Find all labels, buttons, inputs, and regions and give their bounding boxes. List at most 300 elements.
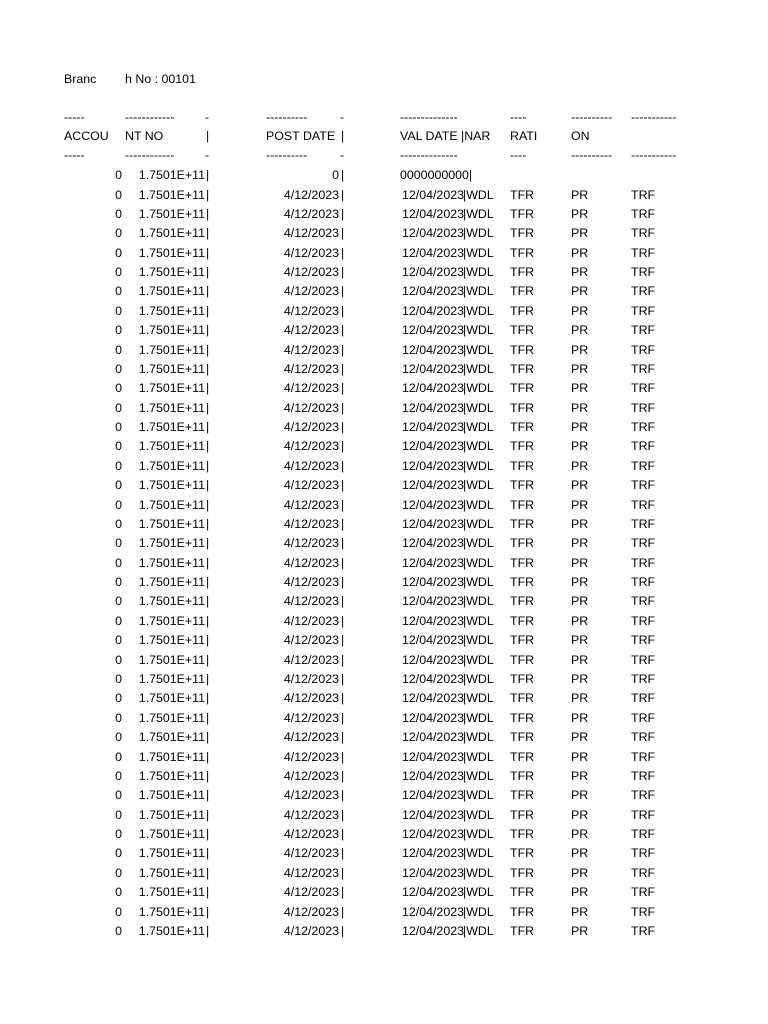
cell-separator-2: |	[341, 730, 345, 745]
cell-narration: |WDL	[463, 516, 494, 531]
cell-zero: 0	[115, 865, 122, 880]
table-row	[0, 922, 768, 941]
cell-on: PR	[571, 245, 589, 260]
cell-separator-1: |	[206, 303, 210, 318]
cell-account-number: 1.7501E+11	[138, 885, 205, 900]
cell-last: TRF	[631, 768, 656, 783]
cell-post-date: 4/12/2023	[283, 206, 339, 221]
table-row	[0, 883, 768, 902]
cell-rati: TFR	[510, 361, 535, 376]
cell-separator-1: |	[206, 633, 210, 648]
cell-account-number: 1.7501E+11	[138, 400, 205, 415]
cell-post-date: 4/12/2023	[283, 245, 339, 260]
cell-post-date: 4/12/2023	[283, 827, 339, 842]
cell-zero: 0	[115, 168, 122, 182]
cell-post-date: 4/12/2023	[283, 265, 339, 280]
cell-val-date: 12/04/2023	[401, 226, 464, 241]
cell-separator-2: |	[341, 710, 345, 725]
cell-narration: |WDL	[463, 497, 494, 512]
cell-post-date: 4/12/2023	[283, 749, 339, 764]
cell-separator-2: |	[341, 672, 345, 686]
cell-narration: |WDL	[463, 381, 494, 396]
cell-val-date: 12/04/2023	[401, 206, 464, 221]
dash-c2: -	[340, 110, 345, 124]
dash-g: -----------	[631, 148, 677, 162]
cell-on: PR	[571, 730, 589, 745]
cell-rati: TFR	[510, 536, 535, 551]
cell-rati: TFR	[510, 672, 535, 686]
cell-last: TRF	[631, 245, 656, 260]
cell-separator-2: |	[341, 226, 345, 241]
cell-narration: |WDL	[463, 885, 494, 900]
cell-account-number: 1.7501E+11	[138, 865, 205, 880]
cell-separator-2: |	[341, 361, 345, 376]
cell-narration: |WDL	[463, 768, 494, 783]
cell-narration: |WDL	[463, 555, 494, 570]
cell-zero: 0	[115, 381, 122, 396]
cell-rati: TFR	[510, 885, 535, 900]
cell-last: TRF	[631, 633, 656, 648]
cell-separator-1: |	[206, 420, 210, 435]
cell-val-date: 12/04/2023	[401, 691, 464, 706]
cell-separator-2: |	[341, 613, 345, 628]
cell-val-date: 12/04/2023	[401, 846, 464, 861]
cell-zero: 0	[115, 206, 122, 221]
cell-on: PR	[571, 613, 589, 628]
cell-narration: |WDL	[463, 652, 494, 667]
cell-separator-2: |	[341, 458, 345, 473]
cell-zero: 0	[115, 245, 122, 260]
cell-post-date: 4/12/2023	[283, 361, 339, 376]
cell-rati: TFR	[510, 555, 535, 570]
cell-narration: |WDL	[463, 439, 494, 454]
cell-post-date: 4/12/2023	[283, 458, 339, 473]
cell-rati: TFR	[510, 904, 535, 919]
cell-zero: 0	[115, 885, 122, 900]
cell-separator-1: |	[206, 323, 210, 338]
cell-zero: 0	[115, 361, 122, 376]
cell-separator-1: |	[206, 691, 210, 706]
cell-rati: TFR	[510, 923, 535, 938]
cell-account-number: 1.7501E+11	[138, 497, 205, 512]
cell-zero: 0	[115, 226, 122, 241]
cell-narration: |WDL	[463, 536, 494, 551]
cell-separator-2: |	[341, 303, 345, 318]
cell-post-date: 4/12/2023	[283, 691, 339, 706]
cell-val-date: 12/04/2023	[401, 400, 464, 415]
cell-post-date: 4/12/2023	[283, 284, 339, 299]
cell-post-date: 4/12/2023	[283, 865, 339, 880]
cell-narration: |WDL	[463, 478, 494, 493]
cell-rati: TFR	[510, 342, 535, 357]
cell-post-date: 4/12/2023	[283, 904, 339, 919]
cell-separator-1: |	[206, 613, 210, 628]
cell-separator-1: |	[206, 885, 210, 900]
cell-separator-1: |	[206, 846, 210, 861]
cell-last: TRF	[631, 652, 656, 667]
cell-val-date: 12/04/2023	[401, 749, 464, 764]
cell-separator-2: |	[341, 846, 345, 861]
cell-post-date: 4/12/2023	[283, 788, 339, 803]
cell-separator-1: |	[206, 478, 210, 493]
cell-val-date: 12/04/2023	[401, 710, 464, 725]
cell-post-date: 4/12/2023	[283, 768, 339, 783]
cell-zero: 0	[115, 807, 122, 822]
cell-account-number: 1.7501E+11	[138, 846, 205, 861]
cell-on: PR	[571, 323, 589, 338]
table-row	[0, 437, 768, 456]
cell-account-number: 1.7501E+11	[138, 730, 205, 745]
cell-separator-2: |	[341, 168, 345, 182]
cell-zero: 0	[115, 265, 122, 280]
column-separator-1: |	[206, 129, 210, 143]
cell-separator-1: |	[206, 265, 210, 280]
dash-e: ----	[510, 148, 527, 162]
cell-zero: 0	[115, 633, 122, 648]
cell-narration: |WDL	[463, 730, 494, 745]
cell-narration: |WDL	[463, 323, 494, 338]
cell-last: TRF	[631, 361, 656, 376]
cell-zero: 0	[115, 768, 122, 783]
cell-narration: |WDL	[463, 904, 494, 919]
cell-separator-2: |	[341, 381, 345, 396]
cell-last: TRF	[631, 923, 656, 938]
cell-zero: 0	[115, 788, 122, 803]
cell-on: PR	[571, 284, 589, 299]
cell-separator-2: |	[341, 691, 345, 706]
cell-separator-2: |	[341, 807, 345, 822]
cell-on: PR	[571, 187, 589, 202]
cell-rati: TFR	[510, 478, 535, 493]
cell-last: TRF	[631, 827, 656, 842]
cell-rati: TFR	[510, 827, 535, 842]
cell-val-date: 12/04/2023	[401, 478, 464, 493]
cell-on: PR	[571, 497, 589, 512]
cell-zero: 0	[115, 323, 122, 338]
cell-last: TRF	[631, 497, 656, 512]
cell-rati: TFR	[510, 206, 535, 221]
cell-post-date: 4/12/2023	[283, 400, 339, 415]
cell-narration: |WDL	[463, 265, 494, 280]
cell-rati: TFR	[510, 846, 535, 861]
cell-on: PR	[571, 478, 589, 493]
cell-separator-1: |	[206, 400, 210, 415]
cell-account-number: 1.7501E+11	[138, 904, 205, 919]
cell-zero: 0	[115, 516, 122, 531]
cell-post-date: 4/12/2023	[283, 575, 339, 590]
cell-rati: TFR	[510, 284, 535, 299]
cell-rati: TFR	[510, 439, 535, 454]
cell-separator-1: |	[206, 710, 210, 725]
cell-account-number: 1.7501E+11	[138, 168, 205, 182]
cell-separator-2: |	[341, 265, 345, 280]
cell-last: TRF	[631, 303, 656, 318]
table-row	[0, 573, 768, 592]
cell-post-date: 4/12/2023	[283, 613, 339, 628]
cell-on: PR	[571, 749, 589, 764]
cell-account-number: 1.7501E+11	[138, 575, 205, 590]
cell-separator-2: |	[341, 555, 345, 570]
cell-account-number: 1.7501E+11	[138, 613, 205, 628]
cell-rati: TFR	[510, 710, 535, 725]
cell-account-number: 1.7501E+11	[138, 381, 205, 396]
cell-val-date: 12/04/2023	[401, 381, 464, 396]
cell-narration: |WDL	[463, 865, 494, 880]
cell-separator-2: |	[341, 865, 345, 880]
cell-account-number: 1.7501E+11	[138, 672, 205, 686]
cell-on: PR	[571, 516, 589, 531]
cell-account-number: 1.7501E+11	[138, 594, 205, 609]
branch-label-part-b: h No : 00101	[125, 72, 196, 86]
cell-val-date: 12/04/2023	[401, 420, 464, 435]
cell-zero: 0	[115, 710, 122, 725]
dash-d: --------------	[400, 110, 458, 124]
cell-account-number: 1.7501E+11	[138, 187, 205, 202]
dash-c: ----------	[266, 148, 308, 162]
cell-on: PR	[571, 303, 589, 318]
cell-val-date: 12/04/2023	[401, 575, 464, 590]
cell-val-date: 12/04/2023	[401, 245, 464, 260]
cell-post-date: 4/12/2023	[283, 323, 339, 338]
cell-separator-1: |	[206, 594, 210, 609]
table-row	[0, 496, 768, 515]
cell-zero: 0	[115, 284, 122, 299]
cell-post-date: 4/12/2023	[283, 846, 339, 861]
cell-val-date: 12/04/2023	[401, 885, 464, 900]
table-row	[0, 786, 768, 805]
cell-separator-1: |	[206, 827, 210, 842]
cell-zero: 0	[115, 420, 122, 435]
cell-last: TRF	[631, 458, 656, 473]
cell-post-date: 4/12/2023	[283, 633, 339, 648]
cell-last: TRF	[631, 381, 656, 396]
cell-separator-2: |	[341, 827, 345, 842]
cell-post-date: 4/12/2023	[283, 807, 339, 822]
cell-zero: 0	[115, 458, 122, 473]
cell-narration: |WDL	[463, 923, 494, 938]
cell-on: PR	[571, 265, 589, 280]
cell-on: PR	[571, 885, 589, 900]
cell-last: TRF	[631, 672, 656, 686]
cell-on: PR	[571, 439, 589, 454]
cell-separator-1: |	[206, 807, 210, 822]
table-row	[0, 476, 768, 495]
cell-val-date: 12/04/2023	[401, 730, 464, 745]
cell-separator-1: |	[206, 575, 210, 590]
cell-last: TRF	[631, 846, 656, 861]
cell-val-date: 0000000000|	[400, 168, 473, 182]
dash-g: -----------	[631, 110, 677, 124]
cell-separator-2: |	[341, 400, 345, 415]
cell-zero: 0	[115, 904, 122, 919]
cell-separator-2: |	[341, 187, 345, 202]
dash-f: ----------	[571, 110, 613, 124]
table-row	[0, 302, 768, 321]
cell-rati: TFR	[510, 594, 535, 609]
cell-last: TRF	[631, 284, 656, 299]
cell-narration: |WDL	[463, 245, 494, 260]
cell-separator-1: |	[206, 284, 210, 299]
cell-separator-1: |	[206, 168, 210, 182]
cell-on: PR	[571, 400, 589, 415]
table-row	[0, 806, 768, 825]
cell-zero: 0	[115, 652, 122, 667]
cell-val-date: 12/04/2023	[401, 361, 464, 376]
cell-zero: 0	[115, 730, 122, 745]
table-row	[0, 689, 768, 708]
cell-zero: 0	[115, 923, 122, 938]
cell-account-number: 1.7501E+11	[138, 361, 205, 376]
cell-post-date: 4/12/2023	[283, 555, 339, 570]
cell-last: TRF	[631, 730, 656, 745]
cell-val-date: 12/04/2023	[401, 187, 464, 202]
cell-narration: |WDL	[463, 807, 494, 822]
column-header-on: ON	[571, 129, 590, 143]
cell-rati: TFR	[510, 458, 535, 473]
cell-separator-2: |	[341, 788, 345, 803]
cell-on: PR	[571, 827, 589, 842]
cell-separator-1: |	[206, 536, 210, 551]
cell-rati: TFR	[510, 788, 535, 803]
table-row	[0, 651, 768, 670]
cell-separator-1: |	[206, 555, 210, 570]
cell-on: PR	[571, 633, 589, 648]
cell-account-number: 1.7501E+11	[138, 652, 205, 667]
table-row	[0, 631, 768, 650]
table-row	[0, 767, 768, 786]
cell-narration: |WDL	[463, 187, 494, 202]
cell-separator-2: |	[341, 245, 345, 260]
cell-separator-1: |	[206, 245, 210, 260]
cell-last: TRF	[631, 420, 656, 435]
cell-separator-2: |	[341, 284, 345, 299]
cell-separator-2: |	[341, 923, 345, 938]
column-header-rati: RATI	[510, 129, 538, 143]
cell-val-date: 12/04/2023	[401, 904, 464, 919]
cell-last: TRF	[631, 342, 656, 357]
cell-separator-2: |	[341, 516, 345, 531]
table-row	[0, 244, 768, 263]
table-row	[0, 864, 768, 883]
cell-account-number: 1.7501E+11	[138, 226, 205, 241]
cell-separator-2: |	[341, 652, 345, 667]
cell-narration: |WDL	[463, 420, 494, 435]
cell-post-date: 4/12/2023	[283, 342, 339, 357]
cell-narration: |WDL	[463, 691, 494, 706]
cell-on: PR	[571, 594, 589, 609]
cell-on: PR	[571, 672, 589, 686]
cell-zero: 0	[115, 749, 122, 764]
column-header-nar: |NAR	[461, 129, 491, 143]
table-row	[0, 612, 768, 631]
cell-on: PR	[571, 226, 589, 241]
cell-last: TRF	[631, 265, 656, 280]
table-row	[0, 592, 768, 611]
cell-narration: |WDL	[463, 633, 494, 648]
cell-last: TRF	[631, 807, 656, 822]
cell-rati: TFR	[510, 865, 535, 880]
cell-separator-1: |	[206, 226, 210, 241]
table-row	[0, 825, 768, 844]
cell-separator-2: |	[341, 206, 345, 221]
cell-zero: 0	[115, 497, 122, 512]
cell-narration: |WDL	[463, 303, 494, 318]
cell-zero: 0	[115, 691, 122, 706]
cell-last: TRF	[631, 885, 656, 900]
cell-account-number: 1.7501E+11	[138, 265, 205, 280]
cell-account-number: 1.7501E+11	[138, 439, 205, 454]
cell-last: TRF	[631, 516, 656, 531]
cell-separator-1: |	[206, 768, 210, 783]
table-row	[0, 360, 768, 379]
cell-last: TRF	[631, 400, 656, 415]
cell-account-number: 1.7501E+11	[138, 710, 205, 725]
cell-val-date: 12/04/2023	[401, 594, 464, 609]
cell-post-date: 4/12/2023	[283, 478, 339, 493]
table-row	[0, 534, 768, 553]
bottom-dash-row	[0, 146, 768, 165]
cell-on: PR	[571, 361, 589, 376]
cell-val-date: 12/04/2023	[401, 613, 464, 628]
cell-account-number: 1.7501E+11	[138, 284, 205, 299]
cell-separator-2: |	[341, 633, 345, 648]
cell-separator-1: |	[206, 458, 210, 473]
cell-rati: TFR	[510, 652, 535, 667]
cell-narration: |WDL	[463, 594, 494, 609]
cell-separator-1: |	[206, 749, 210, 764]
column-header-val-date: VAL DATE	[400, 129, 458, 143]
cell-post-date: 4/12/2023	[283, 420, 339, 435]
cell-rati: TFR	[510, 400, 535, 415]
table-row	[0, 903, 768, 922]
cell-narration: |WDL	[463, 284, 494, 299]
cell-separator-1: |	[206, 730, 210, 745]
cell-separator-2: |	[341, 536, 345, 551]
cell-separator-1: |	[206, 788, 210, 803]
cell-zero: 0	[115, 439, 122, 454]
cell-val-date: 12/04/2023	[401, 807, 464, 822]
cell-account-number: 1.7501E+11	[138, 555, 205, 570]
cell-val-date: 12/04/2023	[401, 768, 464, 783]
cell-zero: 0	[115, 613, 122, 628]
table-row	[0, 515, 768, 534]
cell-post-date: 4/12/2023	[283, 381, 339, 396]
cell-separator-2: |	[341, 575, 345, 590]
cell-val-date: 12/04/2023	[401, 516, 464, 531]
cell-val-date: 12/04/2023	[401, 827, 464, 842]
cell-post-date: 4/12/2023	[283, 536, 339, 551]
cell-separator-2: |	[341, 497, 345, 512]
cell-rati: TFR	[510, 323, 535, 338]
cell-zero: 0	[115, 187, 122, 202]
cell-last: TRF	[631, 206, 656, 221]
cell-rati: TFR	[510, 245, 535, 260]
cell-post-date: 4/12/2023	[283, 226, 339, 241]
cell-val-date: 12/04/2023	[401, 652, 464, 667]
cell-narration: |WDL	[463, 710, 494, 725]
cell-last: TRF	[631, 478, 656, 493]
cell-separator-2: |	[341, 904, 345, 919]
top-dash-row	[0, 108, 768, 127]
cell-last: TRF	[631, 865, 656, 880]
cell-narration: |WDL	[463, 749, 494, 764]
cell-last: TRF	[631, 613, 656, 628]
cell-narration: |WDL	[463, 672, 494, 686]
cell-post-date: 4/12/2023	[283, 516, 339, 531]
cell-val-date: 12/04/2023	[401, 923, 464, 938]
cell-narration: |WDL	[463, 846, 494, 861]
cell-last: TRF	[631, 536, 656, 551]
